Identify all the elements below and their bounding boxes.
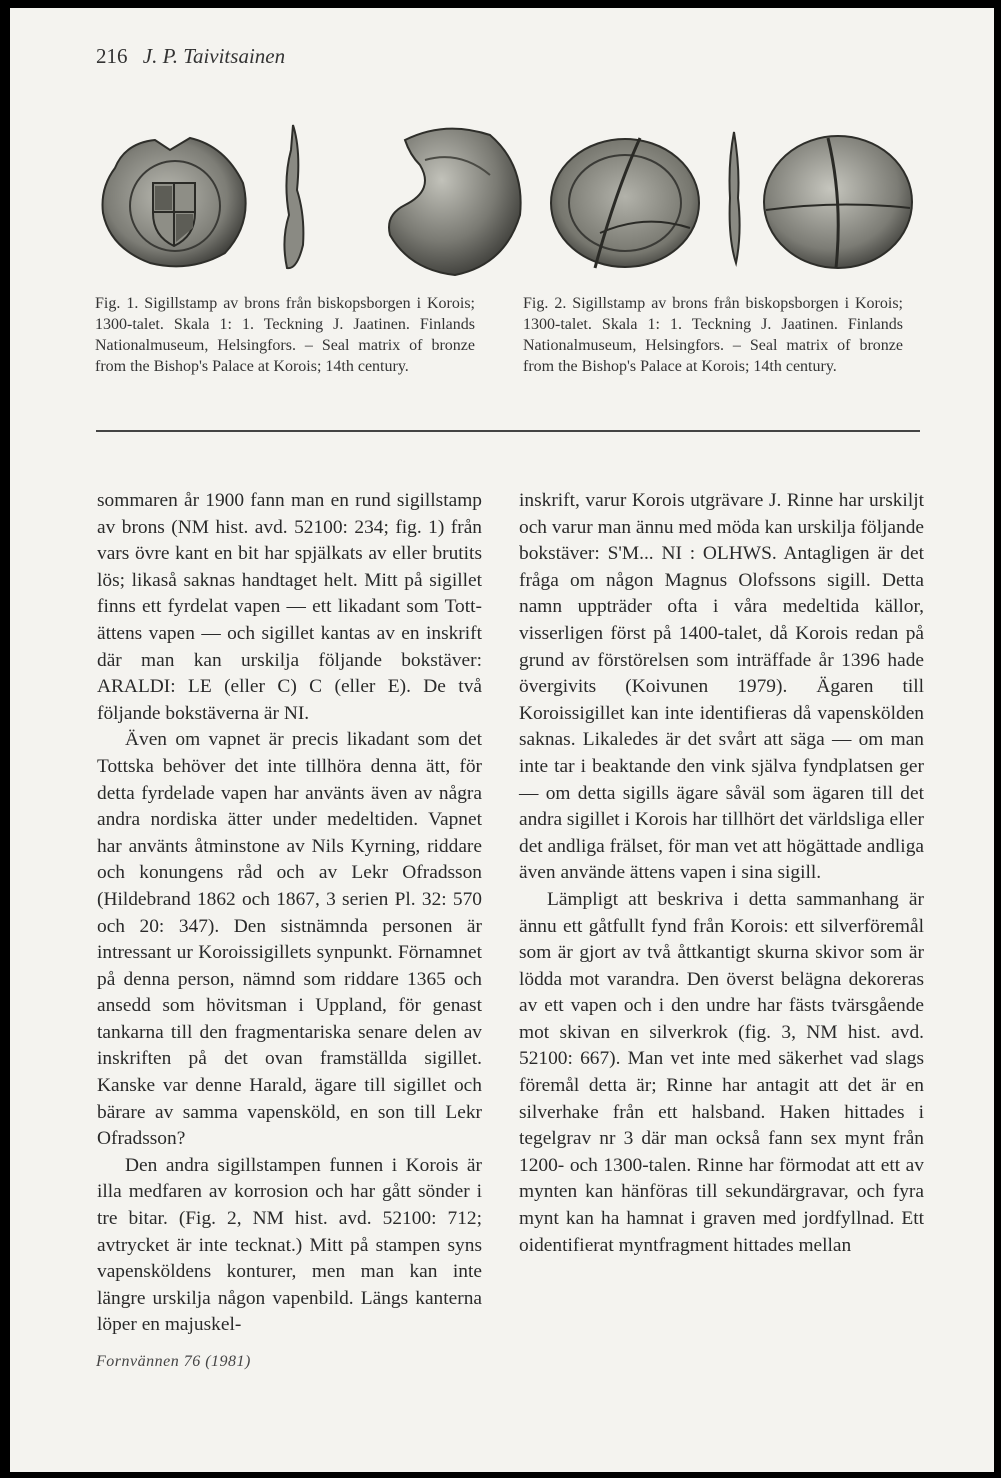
fig1-seal-reverse-drawing <box>365 120 530 280</box>
author-name: J. P. Taivitsainen <box>142 44 286 68</box>
figure-2-caption: Fig. 2. Sigillstamp av brons från biskopsborgen i Korois; 1300-talet. Skala 1: 1. Teckning J. Jaatinen. Finlands Nationalmuseum, Helsingfors. – Seal matrix of bronze from the Bishop's Palace at Korois; 14th century. <box>523 295 903 375</box>
page-number: 216 <box>96 44 128 68</box>
figure-1-caption: Fig. 1. Sigillstamp av brons från biskopsborgen i Korois; 1300-talet. Skala 1: 1. Teckning J. Jaatinen. Finlands Nationalmuseum, Helsingfors. – Seal matrix of bronze from the Bishop's Palace at Korois; 14th century. <box>95 295 475 375</box>
fig2-seal-reverse-drawing <box>758 130 918 275</box>
running-head <box>96 44 285 69</box>
fig1-seal-profile-drawing <box>275 120 315 275</box>
fig2-seal-profile-drawing <box>720 128 750 268</box>
paragraph: sommaren år 1900 fann man en rund sigillstamp av brons (NM hist. avd. 52100: 234; fig. 1) från vars övre kant en bit har spjälkats av eller brutits lös; likaså saknas handtaget helt. Mitt på sigillet finns ett fyrdelat vapen — ett likadant som Tott-ättens vapen — och sigillet kantas av en inskrift där man kan urskilja följande bokstäver: ARALDI: LE (eller C) C (eller E). De två följande bokstäverna är NI. <box>97 490 482 724</box>
section-divider <box>96 430 920 432</box>
figure-strip <box>90 108 920 278</box>
body-column-left <box>97 488 482 1339</box>
paragraph: Den andra sigillstampen funnen i Korois är illa medfaren av korrosion och har gått sönder i tre bitar. (Fig. 2, NM hist. avd. 52100: 712; avtrycket är inte tecknat.) Mitt på stampen syns vapensköldens konturer, men man kan inte längre urskilja någon vapenbild. Längs kanterna löper en majuskel- <box>97 1154 482 1336</box>
page <box>10 8 994 1472</box>
fig2-seal-face-drawing <box>545 133 705 273</box>
paragraph: Även om vapnet är precis likadant som det Tottska behöver det inte tillhöra denna ätt, för detta fyrdelade vapen har använts även av några andra nordiska ätter under medeltiden. Vapnet har använts åtminstone av Nils Kyrning, riddare och konungens råd och av Lekr Ofradsson (Hildebrand 1862 och 1867, 3 serien Pl. 32: 570 och 20: 347). Den sistnämnda personen är intressant ur Koroissigillets synpunkt. Förnamnet på denna person, nämnd som riddare 1365 och ansedd som hövitsman i Uppland, för genast tankarna till den fragmentariska senare delen av inskriften på det ovan framställda sigillet. Kanske var denne Harald, ägare till sigillet och bärare av samma vapensköld, en son till Lekr Ofradsson? <box>97 729 482 1150</box>
fig1-seal-face-drawing <box>95 128 255 273</box>
journal-footer: Fornvännen 76 (1981) <box>96 1353 251 1370</box>
body-column-right <box>519 488 924 1259</box>
paragraph: inskrift, varur Korois utgrävare J. Rinne har urskiljt och varur man ännu med möda kan urskilja följande bokstäver: S'M... NI : OLHWS. Antagligen är det fråga om någon Magnus Olofssons sigill. Detta namn uppträder ofta i våra medeltida källor, visserligen först på 1400-talet, då Korois redan på grund av förstörelsen som inträffade år 1396 hade övergivits (Koivunen 1979). Ägaren till Koroissigillet kan inte identifieras då vapenskölden saknas. Likaledes är det svårt att säga — om man inte tar i beaktande den vink själva fyndplatsen ger — om detta sigills ägare såväl som ägaren till det andra sigillet i Korois har tillhört det världsliga eller det andliga frälset, för man vet att högättade andliga även använde ättens vapen i sina sigill. <box>519 490 924 884</box>
paragraph: Lämpligt att beskriva i detta sammanhang är ännu ett gåtfullt fynd från Korois: ett silverföremål som är gjort av två åttkantigt skurna skivor som är lödda mot varandra. Den överst belägna dekoreras av ett vapen och i den undre har fästs tvärsgående mot skivan en silverkrok (fig. 3, NM hist. avd. 52100: 667). Man vet inte med säkerhet vad slags föremål detta är; Rinne har antagit att det är en silverhake från ett halsband. Haken hittades i tegelgrav nr 3 där man också fann sex mynt från 1200- och 1300-talen. Rinne har förmodat att ett av mynten kan hänföras till sekundärgravar, och fyra mynt kan ha hamnat i graven med jordfyllnad. Ett oidentifierat myntfragment hittades mellan <box>519 888 924 1256</box>
